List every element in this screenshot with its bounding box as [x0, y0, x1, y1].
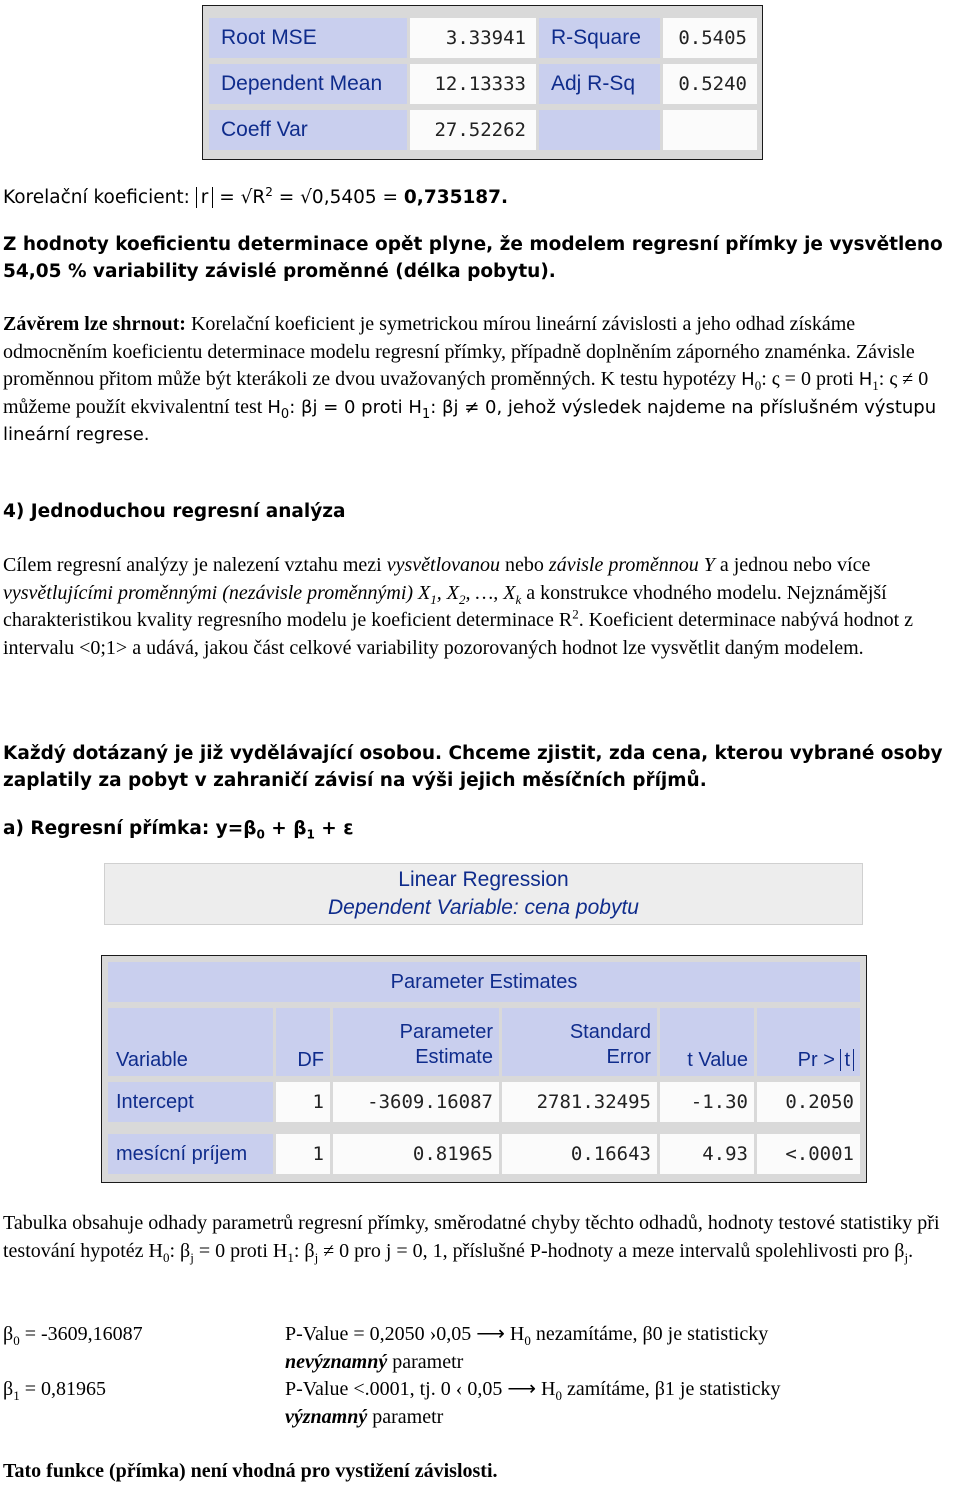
pe-row2-df: 1	[276, 1134, 330, 1174]
fit-label-r-square: R-Square	[539, 18, 660, 58]
s4-s3: k	[515, 591, 522, 607]
pe-header-estimate-top: Parameter	[399, 1021, 493, 1043]
pe-header-df-label: DF	[297, 1049, 324, 1071]
fit-value-dependent-mean: 12.13333	[410, 64, 536, 104]
beta1-sub: 1	[13, 1388, 20, 1403]
beta1-left: β	[3, 1378, 14, 1400]
correlation-eq2: = √0,5405 =	[272, 187, 404, 208]
conclusion-t5: : βj = 0 proti H	[289, 396, 422, 418]
tn-s5: j	[904, 1249, 909, 1265]
s4-p4: a konstrukce vhodného modelu. Nejznámější charakteristikou kvality regresního modelu je koeficient determinace R	[3, 581, 887, 631]
tn-s1: 0	[162, 1249, 170, 1265]
conclusion-t4: H	[267, 396, 281, 418]
s4-i2: závisle proměnnou Y	[548, 554, 715, 576]
tn-t2: : β	[169, 1239, 191, 1262]
correlation-result: 0,735187.	[403, 187, 509, 208]
s4-s2: 2	[459, 591, 466, 607]
conclusion-h1: H	[858, 369, 873, 390]
beta0-r2-italic: nevýznamný	[285, 1351, 388, 1373]
s4-p5: . Koeficient determinace nabývá hodnot z intervalu <0;1> a udává, jakou část celkové variability pozorovaných hodnot lze vysvětlit daným modelem.	[3, 609, 914, 659]
linear-regression-title-box	[104, 863, 863, 925]
pe-row1-estimate: -3609.16087	[333, 1082, 499, 1122]
lr-subtitle: Dependent Variable: cena pobytu	[328, 896, 639, 919]
pe-header-p-label	[798, 1049, 854, 1072]
s4-i1: vysvětlovanou	[386, 554, 501, 576]
pe-row1-df: 1	[276, 1082, 330, 1122]
pe-header-estimate	[333, 1008, 499, 1076]
part-a-heading	[3, 815, 960, 842]
s4-s1: 1	[430, 591, 437, 607]
beta1-r1-end: zamítáme, β1 je statisticky	[562, 1378, 781, 1400]
tn-t4: : β	[293, 1239, 315, 1262]
tn-t3: = 0 proti H	[193, 1239, 288, 1262]
beta1-r2: parametr	[367, 1406, 444, 1428]
pe-row2-variable: mesícní príjem	[108, 1134, 273, 1174]
s4-p1: Cílem regresní analýzy je nalezení vztahu mezi	[3, 554, 387, 576]
pe-row1-se: 2781.32495	[502, 1082, 657, 1122]
conclusion-t4-sub: 0	[280, 406, 290, 422]
parameter-estimates-table	[101, 955, 867, 1183]
fit-label-empty	[539, 110, 660, 150]
tn-s4: j	[314, 1249, 319, 1265]
pe-row2-t: 4.93	[660, 1134, 754, 1174]
beta1-r1-sub: 0	[555, 1388, 562, 1403]
s4-sup: 2	[572, 606, 579, 622]
beta0-r1-sub: 0	[524, 1333, 531, 1348]
s4-i3: vysvětlujícími proměnnými (nezávisle proměnnými) X	[3, 581, 431, 604]
beta0-r1: P-Value = 0,2050 ›0,05 ⟶ H	[285, 1323, 525, 1345]
conclusion-t2: : ς = 0 proti	[761, 368, 859, 390]
fit-value-adj-r-sq: 0.5240	[663, 64, 757, 104]
pe-row1-p: 0.2050	[757, 1082, 860, 1122]
beta1-eq: = 0,81965	[19, 1378, 106, 1400]
s4-p2: nebo	[500, 554, 549, 576]
conclusion-text1: Korelační koeficient je symetrickou mírou lineární závislosti a jeho odhad získáme odmocněním koeficientu determinace modelu regresní přímky, případně doplněním záporného znaménka. Závisle proměnnou přitom může být kterákoli ze dvou uvažovaných proměnných. K testu hypotézy	[3, 313, 915, 390]
pe-header-df	[276, 1008, 330, 1076]
pe-header-se-label	[570, 1020, 651, 1070]
beta0-r2: parametr	[387, 1351, 464, 1373]
beta0-label	[3, 1320, 143, 1348]
pe-header-se	[502, 1008, 657, 1076]
conclusion-t5-sub: 1	[421, 406, 431, 422]
beta0-interpretation	[285, 1320, 768, 1376]
correlation-eq1: = √R	[213, 187, 266, 208]
part-a-mid: + β	[264, 818, 307, 839]
lr-title: Linear Regression	[398, 868, 569, 891]
fit-label-root-mse: Root MSE	[209, 18, 407, 58]
conclusion-lead: Závěrem lze shrnout:	[3, 313, 186, 335]
s4-i4: , X	[436, 581, 459, 604]
pe-header-t-label: t Value	[687, 1049, 748, 1071]
conclusion-h1-sub: 1	[872, 378, 879, 393]
section-4-heading: 4) Jednoduchou regresní analýza	[3, 501, 346, 522]
part-a-text: a) Regresní přímka: y=β	[3, 818, 257, 839]
pe-header-p	[757, 1008, 860, 1076]
pe-header-se-bottom: Error	[606, 1046, 651, 1068]
fit-label-adj-r-sq: Adj R-Sq	[539, 64, 660, 104]
s4-p3: a jednou nebo více	[714, 554, 871, 576]
table-note-paragraph	[3, 1210, 960, 1265]
s4-i5: , …, X	[465, 581, 516, 604]
fit-value-coeff-var: 27.52262	[410, 110, 536, 150]
fit-label-coeff-var: Coeff Var	[209, 110, 407, 150]
part-a-sub0: 0	[256, 827, 265, 842]
pe-header-p-pre: Pr >	[797, 1049, 841, 1071]
pe-header-variable-label: Variable	[116, 1049, 188, 1071]
part-a-end: + ε	[314, 818, 354, 839]
conclusion-h0: H	[741, 369, 755, 390]
pe-header-p-t: t	[840, 1049, 854, 1071]
beta1-r2-italic: významný	[285, 1406, 368, 1428]
fit-statistics-table	[202, 5, 763, 160]
beta0-eq: = -3609,16087	[19, 1323, 143, 1345]
pe-row1-t: -1.30	[660, 1082, 754, 1122]
conclusion-paragraph	[3, 311, 960, 449]
fit-value-root-mse: 3.33941	[410, 18, 536, 58]
tn-t5: ≠ 0 pro j = 0, 1, příslušné P-hodnoty a meze intervalů spolehlivosti pro β	[318, 1239, 905, 1262]
fit-value-r-square: 0.5405	[663, 18, 757, 58]
pe-row2-se: 0.16643	[502, 1134, 657, 1174]
beta1-interpretation	[285, 1375, 780, 1431]
determination-paragraph: Z hodnoty koeficientu determinace opět plyne, že modelem regresní přímky je vysvětleno 54,05 % variability závislé proměnné (délka pobytu).	[3, 234, 943, 282]
section-4-paragraph	[3, 552, 960, 662]
pe-row1-variable: Intercept	[108, 1082, 273, 1122]
conclusion-t6: : βj ≠ 0, jehož výsledek najdeme na příslušném výstupu lineární regrese.	[3, 396, 937, 445]
pe-header-estimate-label	[400, 1020, 493, 1070]
tn-t6: .	[908, 1239, 914, 1262]
part-a-sub1: 1	[306, 827, 315, 842]
tn-s2: j	[190, 1249, 194, 1265]
pe-header-variable	[108, 1008, 273, 1076]
beta0-r1-end: nezamítáme, β0 je statisticky	[530, 1323, 769, 1345]
correlation-sq: 2	[265, 184, 273, 199]
pe-title: Parameter Estimates	[108, 962, 860, 1002]
abs-r: r	[196, 187, 214, 208]
beta1-r1: P-Value <.0001, tj. 0 ‹ 0,05 ⟶ H	[285, 1378, 556, 1400]
fit-value-empty	[663, 110, 757, 150]
fit-label-dependent-mean: Dependent Mean	[209, 64, 407, 104]
correlation-line	[3, 184, 960, 211]
pe-row2-p: <.0001	[757, 1134, 860, 1174]
final-statement: Tato funkce (přímka) není vhodná pro vystižení závislosti.	[3, 1460, 498, 1482]
pe-row2-estimate: 0.81965	[333, 1134, 499, 1174]
pe-header-se-top: Standard	[569, 1021, 651, 1043]
pe-header-estimate-bottom: Estimate	[415, 1046, 493, 1068]
beta0-sub: 0	[13, 1333, 20, 1348]
tn-t1: Tabulka obsahuje odhady parametrů regresní přímky, směrodatné chyby těchto odhadů, hodnoty testové statistiky při testování hypotéz H	[3, 1212, 940, 1262]
correlation-prefix: Korelační koeficient:	[3, 187, 196, 208]
conclusion-h0-sub: 0	[754, 378, 762, 393]
beta0-left: β	[3, 1323, 14, 1345]
conclusion-t3: : ς ≠ 0 můžeme použít ekvivalentní test	[3, 368, 929, 418]
beta1-label	[3, 1375, 106, 1403]
pe-header-t	[660, 1008, 754, 1076]
task-paragraph: Každý dotázaný je již vydělávající osobou. Chceme zjistit, zda cena, kterou vybrané osoby zaplatily za pobyt v zahraničí závisí na výši jejich měsíčních příjmů.	[3, 743, 943, 791]
tn-s3: 1	[287, 1249, 294, 1265]
